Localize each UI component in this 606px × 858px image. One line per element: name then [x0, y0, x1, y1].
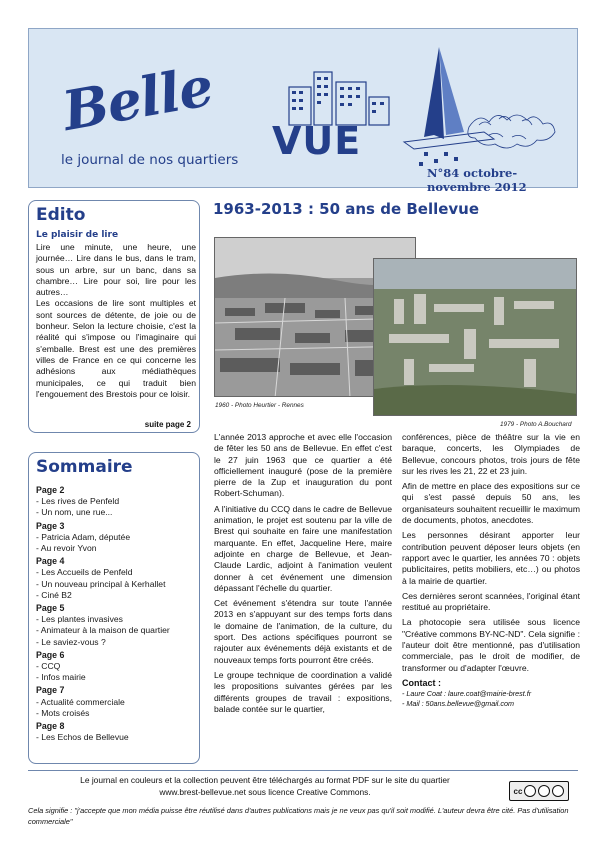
- aerial-photo-1979-image: [374, 259, 577, 416]
- sommaire-page-heading: Page 8: [36, 721, 65, 732]
- article-paragraph: A l'initiative du CCQ dans le cadre de Bellevue animation, le projet est soutenu par la ville de Brest qui souhaite en faire une manifestation marquante. En effet, Jacqueline Here, maire adjointe en charge de Bellevue, et Jean-Claude Lardic, adjoint à l'animation veulent donner à cet événement une dimension dépassant l'échelle du quartier.: [214, 503, 392, 593]
- sommaire-item: - Le saviez-vous ?: [36, 636, 106, 647]
- article-paragraph: Ces dernières seront scannées, l'original étant restitué au propriétaire.: [402, 590, 580, 613]
- cc-nd-icon: [552, 785, 564, 797]
- sommaire-item: - Un nom, une rue...: [36, 507, 113, 518]
- sommaire-item: - Les plantes invasives: [36, 614, 123, 625]
- license-explanation: Cela signifie : "j'accepte que mon média puisse être réutilisé dans d'autres publications mais je ne veux pas qu'il soit modifié. L'auteur devra être cité. Pas d'utilisation commerciale": [28, 806, 569, 826]
- sommaire-item: - Au revoir Yvon: [36, 543, 97, 554]
- sommaire-item: - Infos mairie: [36, 672, 86, 683]
- sommaire-page-heading: Page 7: [36, 685, 65, 696]
- sommaire-box: [28, 452, 200, 764]
- sommaire-item: - Les rives de Penfeld: [36, 496, 120, 507]
- article-paragraph: Cet événement s'étendra sur toute l'année 2013 en s'appuyant sur des temps forts dans le domaine de l'animation, de la culture, du sport. Des actions spécifiques pourront se rajouter aux événements déjà existants et de nouveaux temps forts pourront être créés.: [214, 598, 392, 665]
- edito-subtitle: Le plaisir de lire: [36, 230, 119, 240]
- photo-caption-1979: 1979 - Photo A.Bouchard: [500, 421, 572, 428]
- sommaire-item: - Les Echos de Bellevue: [36, 732, 129, 743]
- sommaire-item: - Ciné B2: [36, 589, 72, 600]
- sommaire-item: - Actualité commerciale: [36, 696, 125, 707]
- sommaire-title: Sommaire: [36, 457, 133, 477]
- article-title: 1963-2013 : 50 ans de Bellevue: [213, 200, 480, 218]
- article-paragraph: conférences, pièce de théâtre sur la vie en baraque, concerts, les Olympiades de Bellevue, concours photos, trois jours de fête sur les rives les 21, 22 et 23 juin.: [402, 432, 580, 476]
- article-paragraph: Afin de mettre en place des expositions sur ce qui s'est passé depuis 50 ans, les organisateurs souhaitent recueillir le maximum de documents, photos, anecdotes.: [402, 481, 580, 526]
- edito-title: Edito: [36, 205, 86, 225]
- footer-divider: [28, 770, 578, 771]
- footer-line-1: Le journal en couleurs et la collection peuvent être téléchargés au format PDF sur le site du quartier: [80, 775, 450, 785]
- sommaire-item: - Mots croisés: [36, 707, 90, 718]
- creative-commons-badge-icon: [509, 781, 569, 801]
- article-paragraph: La photocopie sera utilisée sous licence "Créative commons BY-NC-ND". Cela signifie : l'auteur doit être mentionné, pas d'utilisation commerciale, pas le droit de modifier, de transformer ou d'adapter l'œuvre.: [402, 617, 580, 673]
- footer-line-2: www.brest-bellevue.net sous licence Creative Commons.: [159, 786, 371, 797]
- sommaire-page-heading: Page 4: [36, 556, 65, 567]
- sommaire-page-heading: Page 5: [36, 603, 65, 614]
- issue-number: N°84 octobre-novembre 2012: [427, 166, 527, 194]
- photo-caption-1960: 1960 - Photo Heurtier - Rennes: [215, 402, 304, 409]
- cc-by-icon: [524, 785, 536, 797]
- masthead-title-belle: Belle: [57, 53, 218, 143]
- footer-text: [40, 775, 490, 798]
- sommaire-page-heading: Page 3: [36, 520, 65, 531]
- masthead-subtitle: le journal de nos quartiers: [61, 152, 239, 168]
- sommaire-list: [36, 485, 196, 743]
- article-paragraph: Le groupe technique de coordination a validé les propositions suivantes gérées par les différents groupes de travail : expositions, balade contée sur le quartier,: [214, 669, 392, 714]
- edito-text: [36, 242, 196, 400]
- article-column-2: [402, 432, 580, 709]
- sommaire-item: - Patricia Adam, députée: [36, 531, 131, 542]
- edito-box: [28, 200, 200, 433]
- cc-label: cc: [513, 786, 523, 796]
- edito-paragraph: Les occasions de lire sont multiples et sont sources de détente, de joie ou de bonheur. Selon la lecture choisie, c'est la réalité qui s'impose ou l'imaginaire qui s'emballe. Brest est une des premières villes de France en ce qui concerne les adhésions aux médiathèques municipales, ce qui traduit bien l'engouement des Brestois pour ce loisir.: [36, 298, 196, 399]
- contact-heading: Contact :: [402, 677, 441, 688]
- cc-nc-icon: [538, 785, 550, 797]
- article-column-1: [214, 432, 392, 719]
- contact-line: - Mail : 50ans.bellevue@gmail.com: [402, 699, 514, 709]
- edito-paragraph: Lire une minute, une heure, une journée… Lire dans le bus, dans le tram, sous un arbre, sur un banc, dans sa chambre… Lire pour soi, lire pour les autres…: [36, 242, 196, 298]
- masthead: [28, 28, 578, 194]
- sommaire-item: - Un nouveau principal à Kerhallet: [36, 578, 166, 589]
- masthead-title-vue: VUE: [272, 119, 362, 163]
- sommaire-item: - Animateur à la maison de quartier: [36, 625, 170, 636]
- article-paragraph: Les personnes désirant apporter leur contribution peuvent déposer leurs objets (en rapport avec le quartier, les années 70 : objets publicitaires, petits mobiliers, etc…) ou photos à la mairie de quartier.: [402, 530, 580, 586]
- photo-1979-aerial: [373, 258, 577, 416]
- sommaire-item: - Les Accueils de Penfeld: [36, 567, 133, 578]
- edito-continued-link: suite page 2: [144, 420, 191, 429]
- sommaire-page-heading: Page 2: [36, 485, 65, 495]
- contact-line: - Laure Coat : laure.coat@mairie-brest.fr: [402, 689, 532, 699]
- sommaire-page-heading: Page 6: [36, 649, 65, 660]
- sommaire-item: - CCQ: [36, 661, 61, 672]
- article-paragraph: L'année 2013 approche et avec elle l'occasion de fêter les 50 ans de Bellevue. En effet c'est le 27 juin 1963 que ce quartier a été officiellement inauguré (pose de la première pierre de la Zup et inauguration du pont Robert-Schuman).: [214, 432, 392, 499]
